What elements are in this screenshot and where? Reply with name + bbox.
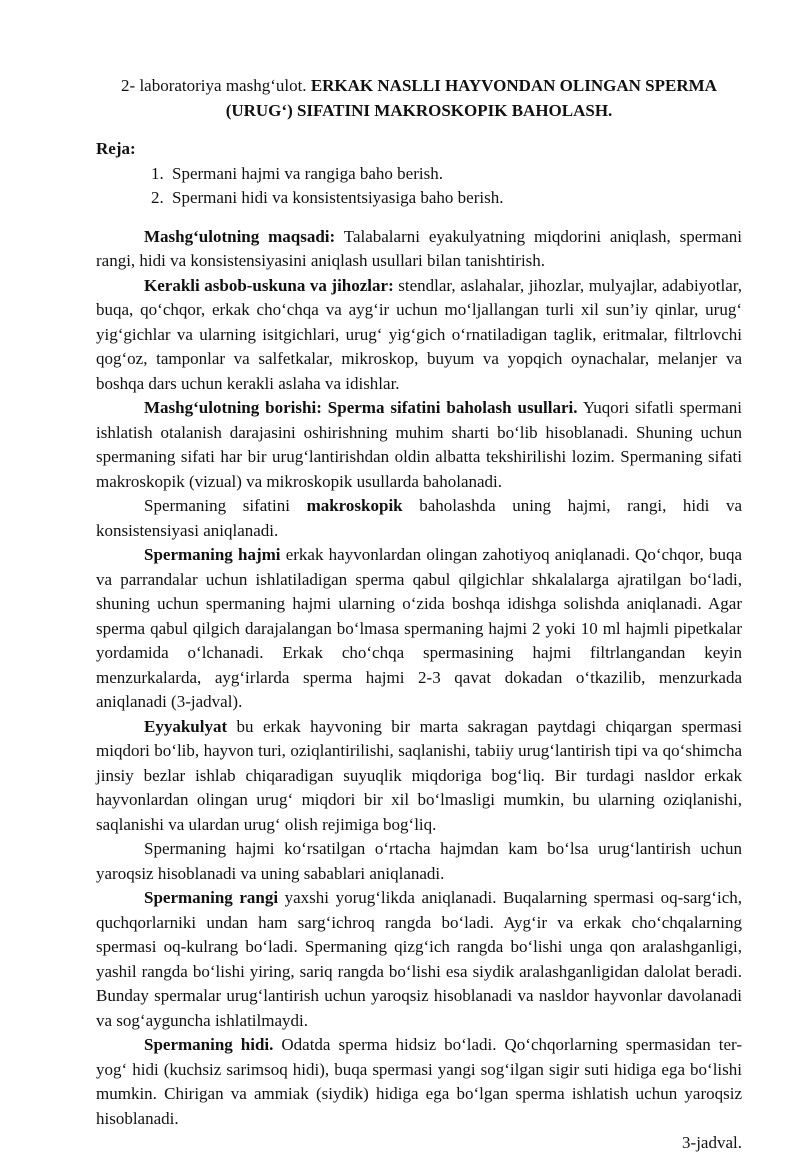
paragraph-text: bu erkak hayvoning bir marta sakragan paytdagi chiqargan spermasi miqdori bo‘lib, hayvon turi, oziqlantirilishi, saqlanishi, tabiiy urug‘lantirish tipi va qo‘shimcha jinsiy bezlar ishlab chiqaradigan suyuqlik miqdoriga bog‘liq. Bir turdagi nasldor erkak hayvonlardan olingan urug‘ miqdori bir xil bo‘lmasligi mumkin, bu ularning oziqlanishi, saqlanishi va ulardan urug‘ olish rejimiga bog‘liq. [96,716,742,834]
paragraph-pre: Spermaning sifatini [144,496,307,515]
plan-heading: Reja: [96,139,136,158]
paragraph-text: stendlar, aslahalar, jihozlar, mulyajlar, adabiyotlar, buqa, qo‘chqor, erkak cho‘chqa va ayg‘ir uchun mo‘ljallangan turli xil sun’iy qinlar, urug‘ yig‘gichlar va ularning isitgichlari, urug‘ yig‘gich o‘rnatiladigan taglik, eritmalar, filtrlovchi qog‘oz, tamponlar va salfetkalar, mikroskop, buyum va yopqich oynachalar, melanjer va boshqa dars uchun kerakli aslaha va idishlar. [96,275,742,393]
plan-item: 2. Spermani hidi va konsistentsiyasiga baho berish. [168,186,742,211]
paragraph-procedure [96,396,742,494]
table-reference: 3-jadval. [682,1133,742,1152]
paragraph-bold: Spermaning hajmi [144,545,281,564]
paragraph-bold: Mashg‘ulotning borishi: Sperma sifatini baholash usullari. [144,398,578,417]
paragraph-bold: Spermaning hidi. [144,1035,274,1054]
paragraph-bold: Mashg‘ulotning maqsadi: [144,226,336,246]
paragraph-text: Spermaning hajmi ko‘rsatilgan o‘rtacha hajmdan kam bo‘lsa urug‘lantirish uchun yaroqsiz hisoblanadi va uning sabablari aniqlanadi. [96,839,742,883]
paragraph-text: Yuqori sifatli spermani ishlatish otalanish darajasini oshirishning muhim sharti bo‘lib hisoblanadi. Shuning uchun spermaning sifati har bir urug‘lantirishdan oldin albatta tekshirilishi lozim. Spermaning sifati makroskopik (vizual) va mikroskopik usullarda baholanadi. [96,398,742,491]
plan-list [96,162,742,211]
paragraph-color [96,886,742,1033]
plan-item: 1. Spermani hajmi va rangiga baho berish. [168,162,742,187]
paragraph-bold: Spermaning rangi [144,888,279,907]
paragraph-text: Talabalarni eyakulyatning miqdorini aniqlash, spermani rangi, hidi va konsistensiyasini aniqlash usullari bilan tanishtirish. [96,226,742,270]
paragraph-macroscopic [96,494,742,543]
title-lead: 2- laboratoriya mashg‘ulot. [121,76,311,95]
paragraph-ejaculate [96,715,742,838]
paragraph-text: Odatda sperma hidsiz bo‘ladi. Qo‘chqorlarning spermasidan ter-yog‘ hidi (kuchsiz sarimsoq hidi), buqa spermasi yangi sog‘ilgan sigir suti hidiga ega bo‘lishi mumkin. Chirigan va ammiak (siydik) hidiga ega bo‘lgan sperma ishlatish uchun yaroqsiz hisoblanadi. [96,1035,742,1128]
title-main: ERKAK NASLLI HAYVONDAN OLINGAN SPERMA (URUG‘) SIFATINI MAKROSKOPIK BAHOLASH. [225,76,717,120]
paragraph-volume-note [96,837,742,886]
paragraph-volume [96,543,742,715]
paragraph-text: baholashda uning hajmi, rangi, hidi va konsistensiyasi aniqlanadi. [96,496,742,540]
page-title [96,74,742,123]
paragraph-smell [96,1033,742,1131]
paragraph-text: yaxshi yorug‘likda aniqlanadi. Buqalarning spermasi oq-sarg‘ich, quchqorlarniki undan ham sarg‘ichroq rangda bo‘ladi. Ayg‘ir va erkak cho‘chqalarning spermasi oq-kulrang bo‘ladi. Spermaning qizg‘ich rangda bo‘lishi unga qon aralashganligi, yashil rangda bo‘lishi yiring, sariq rangda bo‘lishi esa siydik aralashganligidan dalolat beradi. Bunday spermalar urug‘lantirish uchun yaroqsiz hisoblanadi va nasldor hayvonlar davolanadi va sog‘ayguncha ishlatilmaydi. [96,888,742,1030]
paragraph-text: erkak hayvonlardan olingan zahotiyoq aniqlanadi. Qo‘chqor, buqa va parrandalar uchun ishlatiladigan sperma qabul qilgichlar shkalalarga ajratilgan bo‘ladi, shuning uchun spermaning hajmi ularning o‘zida boshqa idishga solishda aniqlanadi. Agar sperma qabul qilgich darajalangan bo‘lmasa spermaning hajmi 2 yoki 10 ml hajmli pipetkalar yordamida o‘lchanadi. Erkak cho‘chqa spermasining hajmi filtrlangandan keyin menzurkalarda, ayg‘irlarda sperma hajmi 2-3 qavat dokadan o‘tkazilib, menzurkada aniqlanadi (3-jadval). [96,545,742,711]
paragraph-bold: makroskopik [306,496,403,515]
paragraph-goal [96,225,742,274]
paragraph-bold: Eyyakulyat [144,716,228,736]
paragraph-bold: Kerakli asbob-uskuna va jihozlar: [144,275,394,295]
paragraph-equipment [96,274,742,397]
